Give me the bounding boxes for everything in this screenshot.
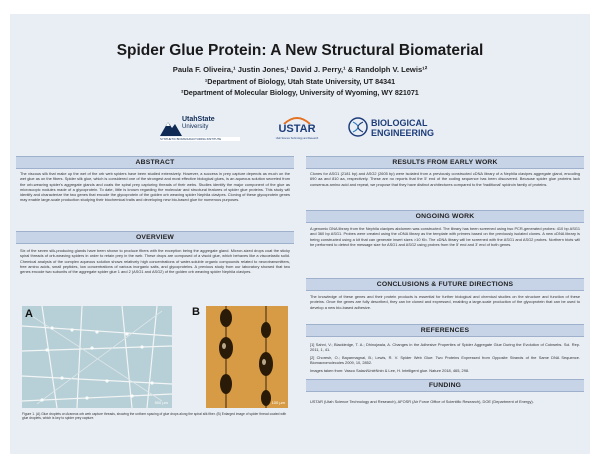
figure-a-label: A — [25, 308, 33, 320]
reference-3: Images taken from: Vasco Salavi/UniéNnin & Lee, H. Intelligent glue. Nature 2018, 465, 298. — [310, 368, 470, 373]
funding-heading: FUNDING — [306, 379, 584, 392]
affiliation-1: ¹Department of Biology, Utah State University, UT 84341 — [204, 77, 396, 86]
usu-name-2: University — [182, 124, 209, 130]
results-heading: RESULTS FROM EARLY WORK — [306, 156, 584, 169]
bio-line-1: BIOLOGICAL — [371, 118, 428, 128]
ustar-subtitle: Utah Science Technology and Research — [275, 137, 319, 140]
bio-line-2: ENGINEERING — [371, 128, 435, 138]
usu-subtitle: SYNTHETIC BIOMANUFACTURING INSTITUTE — [160, 137, 240, 141]
ustar-name: USTAR — [278, 123, 316, 135]
authors-line: Paula F. Oliveira,¹ Justin Jones,¹ David J. Perry,¹ & Randolph V. Lewis¹² — [172, 65, 428, 74]
affiliation-2: ²Department of Molecular Biology, University of Wyoming, WY 821071 — [181, 88, 419, 97]
conclusions-text: The knowledge of these genes and their protein products is essential for further biological and chemical studies on the structure and function of these proteins. Once the genes are fully described, they can be cloned and expressed, enabling a large-scale production of the glycoprotein that can be used to develop a new bio-based adhesive. — [310, 294, 580, 310]
usu-mountain-icon — [160, 116, 182, 136]
reference-2: [2] Choresh, O.; Bayarmagnai, B.; Lewis, R. V. Spider Web Glue: Two Proteins Expressed from Opposite Strands of the Same DNA Sequence. Biomacromolecules 2009, 10, 2852. — [310, 355, 580, 366]
ongoing-text: A genomic DNA library from the Nephila clavipes abdomen was constructed. The library has been screened using two PCR-generated probes: 410 bp ASG1 and 360 bp ASG1. Probes were created using the cDNA library as the template with primers based on the previously isolated clones. A new cDNA library is being constructed using a kit that can generate insert sizes >10 Kb. The cDNA library will be screened with the ASG1 and ASG2 probes. Northern blots will be performed to detect the message size for ASG1 and ASG2 using probes from the 5' end and 3' end of both genes. — [310, 226, 580, 247]
poster — [10, 14, 590, 454]
figure-b-droplet-drawing — [206, 306, 288, 408]
overview-heading: OVERVIEW — [16, 231, 294, 244]
abstract-text: The viscous silk that make up the wet of the orb web spiders have been studied extensively. However, a success in prey capture depends as much on the wet glue as on the fibers. Spider silk glue, which is considered one of the strongest and most effective biological glues, is an aqueous solution secreted from the orb-weaving spider's aggregate glands and coats the spiral prey capturing threads of their webs. Studies identify the major component of the glue as microscopic nodules made of a glycoprotein. To date, little is known regarding the molecular and structural features of spider glue proteins. This study will identify and characterize the two genes that encode the glycoprotein of the golden orb weaving spider Nephila clavipes. Cloning of these glycoprotein genes may enable large-scale production studying their biochemical traits and developing new bio-based glue for numerous purposes. — [20, 171, 290, 203]
funding-text: USTAR (Utah Science Technology and Research), AFOSR (Air Force Office of Scientific Research), DOE (Department of Energy). — [310, 399, 534, 404]
logo-row — [10, 114, 590, 152]
usu-logo — [160, 114, 240, 152]
results-text: Clones for ASG1 (2181 bp) and ASG2 (2605 bp) were isolated from a previously constructed cDNA library of a Nephila clavipes aggregate gland, encoding 690 aa and 810 aa, respectively. These are no reports that the 5' end of the coding sequence has been discovered. Because spider glue proteins lack consensus amino acid and repeat, we propose that they have distinct architectures compared to the 'traditional' spidroin family of proteins. — [310, 171, 580, 187]
figure-b-image — [206, 306, 288, 408]
dna-circle-icon — [348, 117, 368, 137]
reference-1: [1] Sahni, V.; Blackledge, T. A.; Dhinojwala, A. Changes in the Adhesive Properties of Spider Aggregate Glue During the Evolution of Cobwebs. Sci. Rep. 2011, 1, 41. — [310, 342, 580, 353]
references-heading: REFERENCES — [306, 324, 584, 337]
biological-engineering-logo — [348, 114, 458, 152]
figure-b-letter: B — [192, 306, 200, 318]
usu-name: UtahState — [182, 116, 215, 123]
figure-a-web-drawing — [22, 306, 172, 408]
ustar-logo — [272, 114, 322, 152]
abstract-heading: ABSTRACT — [16, 156, 294, 169]
overview-text: Six of the seven silk-producing glands have been shown to produce fibers with the exception being the aggregate gland. Micron-sized drops coat the sticky spiral threads of orb-weaving spiders in order to retain prey in the web. These drops are composed of a viscid glue, which behaves like a viscoelastic solid. Chemical analysis of the complex aqueous solution shows relatively high concentrations of water-soluble organic compounds related to neurotransmitters, free amino acids, small peptides, low concentrations of various inorganic salts, and glycoproteins. A previous study from our laboratory showed that two genes encode two subunits of the aggregate spider glue 1 and 2 (ASG1 and ASG2) of the golden orb weaving spider Nephila clavipes. — [20, 248, 290, 275]
figure-a-image — [22, 306, 172, 408]
figure-a-scale: 500 µm — [154, 400, 168, 405]
ongoing-heading: ONGOING WORK — [306, 210, 584, 223]
conclusions-heading: CONCLUSIONS & FUTURE DIRECTIONS — [306, 278, 584, 291]
poster-title: Spider Glue Protein: A New Structural Biomaterial — [116, 42, 484, 59]
figure-caption: Figure 1. (A) Glue droplets on Araneus orb web capture threads, showing the uniform spacing of glue drops along the spiral silk fiber. (B) Enlarged image of spider thread coated with glue droplets, which is key to spider prey capture. — [22, 412, 287, 421]
figure-b-scale: 100 µm — [271, 400, 285, 405]
